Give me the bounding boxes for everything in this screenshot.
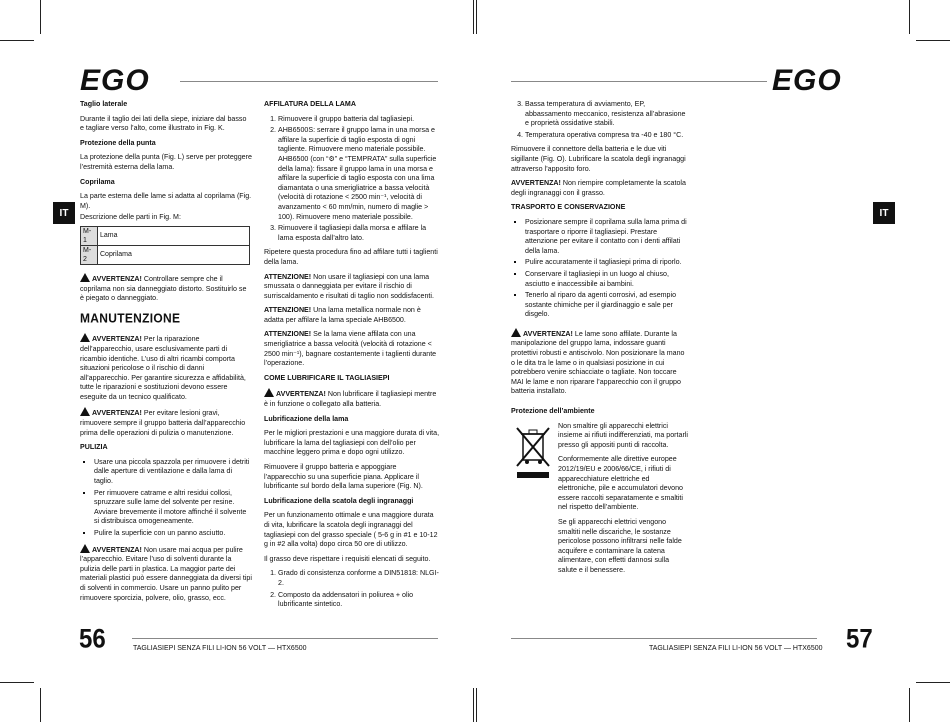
list-item: ▪ Posizionare sempre il coprilama sulla lama prima di trasportare o riporre il tagliasiepi. Prestare attenzione per evitare il contatto con i denti affilati della lama.: [525, 218, 689, 256]
warning-block: [80, 544, 252, 604]
storage-list: [511, 218, 689, 320]
warning-label: AVVERTENZA!: [276, 390, 326, 399]
list-item: ▪ Per rimuovere catrame e altri residui collosi, spruzzare sulle lame del solvente per resine. Avviare brevemente il motore affinché il solvente si distribuisca omogeneamente.: [94, 489, 252, 527]
warning-icon: [80, 407, 90, 416]
caution-text: Se la lama viene affilata con una smerigliatrice a bassa velocità (velocità di rotazione < 2500 min⁻¹), bagnare costantemente i taglienti durante l’operazione.: [264, 330, 437, 368]
language-tab-right: IT: [873, 202, 895, 224]
warning-block: [80, 273, 252, 304]
crop-mark: [476, 0, 477, 34]
parts-table: [80, 226, 250, 265]
ego-logo-left: EGO: [80, 64, 150, 97]
list-item: 2. AHB6500S: serrare il gruppo lama in una morsa e affilare la superficie di taglio esposta di ogni tagliente. Rimuovere meno materiale possibile. AHB6500 (con “⚙” e “TEMPRATA” sulla superficie della lama): fissare il gruppo lama in una morsa e affilare la superficie di taglio esposta con una lima diamantata o una smerigliatrice a bassa velocità (velocità di rotazione < 2500 min⁻¹, velocità di avanzamento < 60 mm/min, numero di maglie > 100). Rimuovere meno materiale possibile.: [278, 126, 440, 222]
warning-text: Non usare mai acqua per pulire l’apparecchio. Evitare l’uso di solventi durante la pulizia delle parti in plastica. La maggior parte dei materiali plastici può essere danneggiata da diversi tipi di solventi in commercio. Usare un panno pulito per rimuovere sporcizia, polvere, olio, grasso, ecc.: [80, 545, 252, 602]
table-cell: Coprilama: [98, 245, 250, 264]
heading-blade-cover: Coprilama: [80, 177, 115, 186]
environment-block: [511, 422, 689, 576]
cleaning-list: [80, 458, 252, 539]
right-page-column-1: [511, 100, 689, 581]
table-row: [81, 226, 250, 245]
table-row: [81, 245, 250, 264]
heading-transport-storage: TRASPORTO E CONSERVAZIONE: [511, 203, 626, 212]
heading-lubrication: COME LUBRIFICARE IL TAGLIASIEPI: [264, 373, 390, 382]
paragraph: Rimuovere il gruppo batteria e appoggiare l’apparecchio su una superficie piana. Applicare il lubrificante sul bordo della lama superiore (Fig. N).: [264, 463, 423, 491]
caution-block: [264, 306, 440, 325]
crossed-bin-icon: [513, 424, 553, 482]
page-number-left: 56: [79, 624, 106, 655]
list-item: 1. Grado di consistenza conforme a DIN51818: NLGI-2.: [278, 569, 440, 588]
paragraph: Ripetere questa procedura fino ad affilare tutti i taglienti della lama.: [264, 248, 438, 266]
crop-mark: [476, 688, 477, 722]
list-item: ▪ Conservare il tagliasiepi in un luogo al chiuso, asciutto e inaccessibile ai bambini.: [525, 270, 689, 289]
caution-text: Una lama metallica normale non è adatta per affilare la lama speciale AHB6500.: [264, 306, 421, 324]
paragraph: La protezione della punta (Fig. L) serve per proteggere l’estremità esterna della lama.: [80, 153, 252, 171]
crop-mark: [0, 40, 34, 41]
paragraph: Conformemente alle direttive europee 2012/19/EU e 2006/66/CE, i rifiuti di apparecchiature elettriche ed elettroniche, pile e accumulatori devono essere raccolti separatamente e smaltiti nel rispetto dell’ambiente.: [558, 455, 684, 512]
header-rule-left: [180, 81, 438, 82]
crop-mark: [473, 0, 474, 34]
list-item: 1. Rimuovere il gruppo batteria dal tagliasiepi.: [278, 115, 440, 125]
warning-label: AVVERTENZA!: [92, 335, 142, 344]
list-item: ▪ Usare una piccola spazzola per rimuovere i detriti dalle aperture di ventilazione e dalla lama di taglio.: [94, 458, 252, 487]
language-tab-left: IT: [53, 202, 75, 224]
left-page-column-1: [80, 100, 252, 608]
warning-label: AVVERTENZA!: [523, 329, 573, 338]
warning-label: AVVERTENZA!: [92, 274, 142, 283]
warning-text: Per la riparazione dell’apparecchio, usare esclusivamente parti di ricambio identiche. L’uso di altri ricambi comporta situazioni pericolose o il rischio di danni all’apparecchio. Per garantire sicurezza e affidabilità, tutte le riparazioni e sostituzioni devono essere eseguite da un tecnico qualificato.: [80, 335, 246, 401]
footer-rule-right: [511, 638, 817, 639]
paragraph: Il grasso deve rispettare i requisiti elencati di seguito.: [264, 554, 431, 563]
list-item: ▪ Pulire la superficie con un panno asciutto.: [94, 529, 252, 539]
list-item: ▪ Pulire accuratamente il tagliasiepi prima di riporlo.: [525, 258, 689, 268]
warning-text: Non riempire completamente la scatola degli ingranaggi con il grasso.: [511, 179, 686, 197]
warning-block: [264, 388, 440, 409]
warning-icon: [80, 333, 90, 342]
grease-requirements-continued: [511, 100, 689, 140]
heading-blade-lubrication: Lubrificazione della lama: [264, 414, 349, 423]
crop-mark: [40, 0, 41, 34]
table-cell: Lama: [98, 226, 250, 245]
heading-cleaning: PULIZIA: [80, 443, 108, 452]
crop-mark: [0, 682, 34, 683]
list-item: 3. Bassa temperatura di avviamento, EP, abbassamento meccanico, resistenza all’abrasione e proprietà ossidative stabili.: [525, 100, 689, 129]
warning-icon: [264, 388, 274, 397]
crop-mark: [909, 0, 910, 34]
caution-text: Non usare il tagliasiepi con una lama smussata o danneggiata per evitare il rischio di surriscaldamento e risultati di taglio non soddisfacenti.: [264, 272, 434, 300]
sharpening-steps: [264, 115, 440, 244]
paragraph: La parte esterna delle lame si adatta al coprilama (Fig. M).: [80, 192, 252, 210]
footer-title-right: TAGLIASIEPI SENZA FILI LI-ION 56 VOLT — HTX6500: [649, 645, 823, 652]
warning-icon: [80, 544, 90, 553]
table-cell: M-2: [81, 245, 98, 264]
left-page-column-2: [264, 100, 440, 615]
section-title-maintenance: MANUTENZIONE: [80, 309, 181, 326]
warning-text: Non lubrificare il tagliasiepi mentre è in funzione o collegato alla batteria.: [264, 390, 437, 409]
list-item: 2. Composto da addensatori in poliurea + olio lubrificante sintetico.: [278, 591, 440, 610]
heading-gearbox-lubrication: Lubrificazione della scatola degli ingranaggi: [264, 496, 414, 505]
paragraph: Non smaltire gli apparecchi elettrici insieme ai rifiuti indifferenziati, ma portarli presso gli appositi punti di raccolta.: [558, 421, 688, 449]
list-item: 3. Rimuovere il tagliasiepi dalla morsa e affilare la lama esposta dall’altro lato.: [278, 224, 440, 243]
warning-text: Controllare sempre che il coprilama non sia danneggiato distorto. Sostituirlo se è piegato o danneggiato.: [80, 274, 247, 303]
warning-label: AVVERTENZA!: [511, 179, 561, 188]
caution-block: [264, 273, 440, 302]
paragraph: Descrizione delle parti in Fig. M:: [80, 213, 181, 222]
paragraph: Se gli apparecchi elettrici vengono smaltiti nelle discariche, le sostanze pericolose possono infiltrarsi nelle falde acquifere e contaminare la catena alimentare, con effetti dannosi sulla salute e il benessere.: [558, 517, 682, 574]
header-rule-right: [511, 81, 767, 82]
caution-label: ATTENZIONE!: [264, 330, 312, 339]
caution-label: ATTENZIONE!: [264, 306, 312, 315]
page-number-right: 57: [846, 624, 873, 655]
crop-mark: [916, 40, 950, 41]
warning-block: [511, 328, 689, 397]
warning-text: Per evitare lesioni gravi, rimuovere sempre il gruppo batteria dall’apparecchio prima delle operazioni di pulizia o manutenzione.: [80, 409, 246, 437]
ego-logo-right: EGO: [772, 64, 842, 97]
caution-block: [264, 330, 440, 368]
footer-rule-left: [132, 638, 438, 639]
caution-label: ATTENZIONE!: [264, 272, 312, 281]
warning-label: AVVERTENZA!: [92, 409, 142, 418]
paragraph: Per un funzionamento ottimale e una maggiore durata di vita, lubrificare la scatola degli ingranaggi del tagliasiepi con del grasso speciale ( 5-6 g in #1 e 10-12 g in #2 alla volta) dopo circa 50 ore di utilizzo.: [264, 511, 438, 549]
list-item: ▪ Tenerlo al riparo da agenti corrosivi, ad esempio sostante chimiche per il giardinaggio e sale per disgelo.: [525, 291, 689, 320]
crop-mark: [916, 682, 950, 683]
heading-environment: Protezione dell’ambiente: [511, 407, 595, 416]
crop-mark: [473, 688, 474, 722]
warning-block: [80, 333, 252, 402]
warning-icon: [80, 273, 90, 282]
warning-icon: [511, 328, 521, 337]
heading-side-cut: Taglio laterale: [80, 100, 128, 108]
paragraph: Durante il taglio dei lati della siepe, iniziare dal basso e tagliare verso l’alto, come illustrato in Fig. K.: [80, 114, 247, 133]
warning-text: Le lame sono affilate. Durante la manipolazione del gruppo lama, indossare guanti protettivi robusti e antiscivolo. Non posizionare la mano o le dita tra le lame o in qualsiasi posizione in cui potrebbero venire schiacciate o tagliate. Non toccare MAI le lame e non riparare l’apparecchio con il gruppo batteria installato.: [511, 329, 685, 396]
table-cell: M-1: [81, 226, 98, 245]
list-item: 4. Temperatura operativa compresa tra -40 e 180 °C.: [525, 131, 689, 141]
crop-mark: [909, 688, 910, 722]
grease-requirements: [264, 569, 440, 609]
heading-blade-sharpening: AFFILATURA DELLA LAMA: [264, 100, 356, 108]
footer-title-left: TAGLIASIEPI SENZA FILI LI-ION 56 VOLT — HTX6500: [133, 645, 307, 652]
paragraph: Rimuovere il connettore della batteria e le due viti sigillante (Fig. O). Lubrificare la scatola degli ingranaggi attraverso l’apposito foro.: [511, 145, 686, 173]
warning-block: [80, 407, 252, 438]
warning-label: AVVERTENZA!: [92, 545, 142, 554]
paragraph: Per le migliori prestazioni e una maggiore durata di vita, lubrificare la lama del tagliasiepi con dell’olio per macchine leggero prima e dopo ogni utilizzo.: [264, 429, 440, 457]
warning-block: [511, 179, 689, 198]
heading-tip-guard: Protezione della punta: [80, 138, 156, 147]
crop-mark: [40, 688, 41, 722]
